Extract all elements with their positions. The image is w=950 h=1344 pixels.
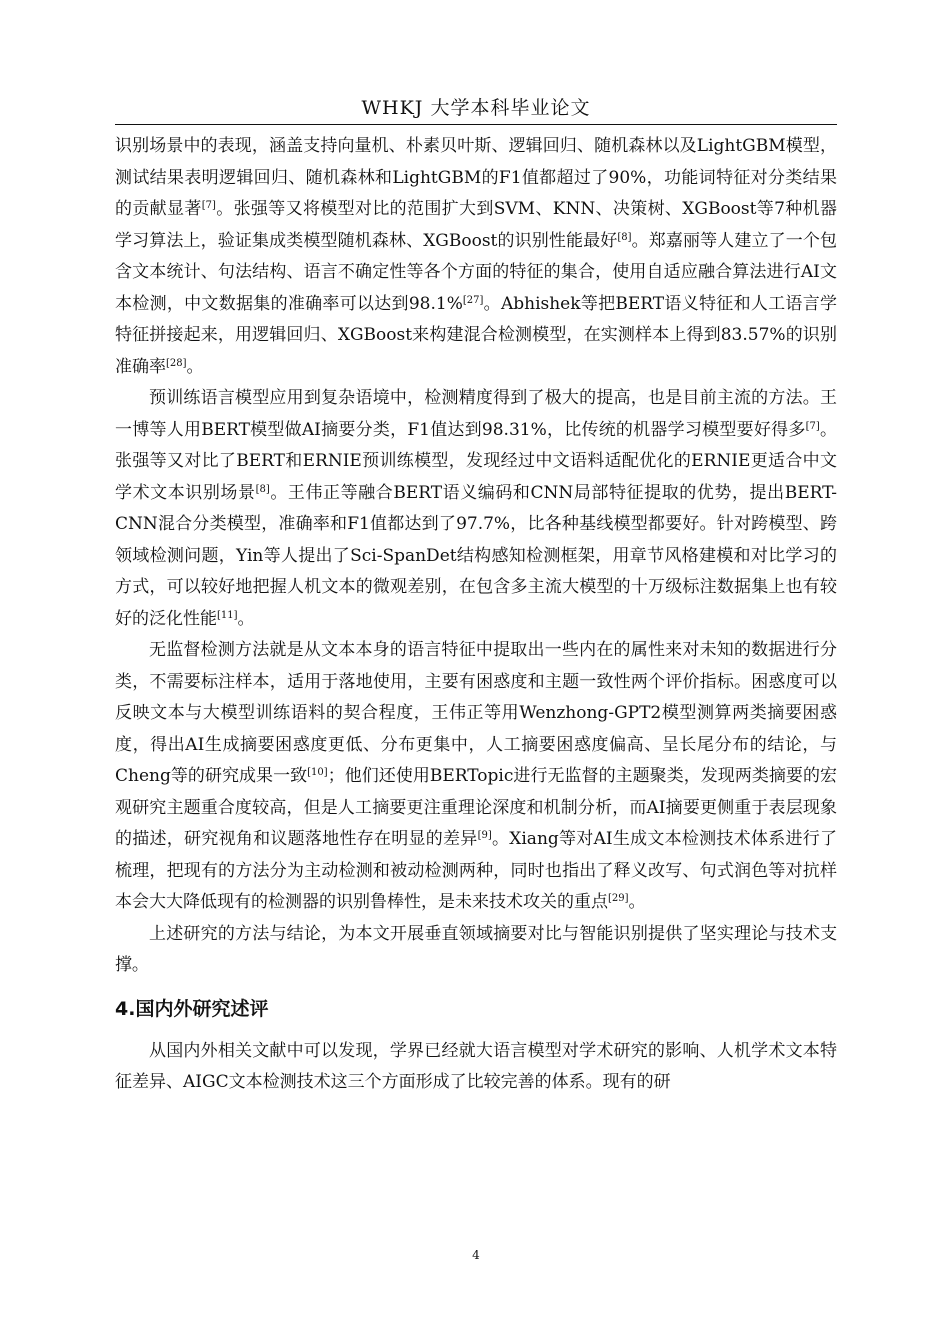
paragraph-text: 。张强等又对比了BERT和ERNIE预训练模型，发现经过中文语料适配优化的ERNIE更适合中文学术文本识别场景 [115,419,838,503]
paragraph-text: 。 [186,356,204,377]
paragraph-text: ；他们还使用BERTopic进行无监督的主题聚类，发现两类摘要的宏观研究主题重合度较高，但是人工摘要更注重理论深度和机制分析，而AI摘要更侧重于表层现象的描述，研究视角和议题落地性存在明显的差异 [115,766,837,849]
citation: [7] [201,200,216,211]
paragraph-text: 。 [628,892,646,912]
paragraph-2 [115,383,837,635]
paragraph-5 [115,1036,837,1099]
citation: [27] [462,294,484,306]
paragraph-3 [115,635,837,919]
citation: [8] [255,483,270,495]
paragraph-text: 上述研究的方法与结论，为本文开展垂直领域摘要对比与智能识别提供了坚实理论与技术支撑。 [115,923,837,975]
section-heading: 4.国内外研究述评 [115,997,269,1020]
citation: [11] [217,609,238,621]
paragraph-text: 。郑嘉丽等人建立了一个包含文本统计、句法结构、语言不确定性等各个方面的特征的集合，使用自适应融合算法进行AI文本检测，中文数据集的准确率可以达到98.1% [115,230,838,314]
paragraph-text: 无监督检测方法就是从文本本身的语言特征中提取出一些内在的属性来对未知的数据进行分类，不需要标注样本，适用于落地使用，主要有困惑度和主题一致性两个评价指标。困惑度可以反映文本与大模型训练语料的契合程度，王伟正等用Wenzhong-GPT2模型测算两类摘要困惑度，得出AI生成摘要困惑度更低、分布更集中，人工摘要困惑度偏高、呈长尾分布的结论，与Cheng等的研究成果一致 [115,640,837,786]
citation: [10] [307,767,328,778]
page-number: 4 [472,1248,480,1262]
citation: [28] [166,357,187,369]
paragraph-text: 识别场景中的表现，涵盖支持向量机、朴素贝叶斯、逻辑回归、随机森林以及LightGBM模型，测试结果表明逻辑回归、随机森林和LightGBM的F1值都超过了90%，功能词特征对分类结果的贡献显著 [115,136,837,219]
paragraph-text: 。王伟正等融合BERT语义编码和CNN局部特征提取的优势，提出BERT-CNN混合分类模型，准确率和F1值都达到了97.7%，比各种基线模型都要好。针对跨模型、跨领域检测问题，Yin等人提出了Sci-SpanDet结构感知检测框架，用章节风格建模和对比学习的方式，可以较好地把握人机文本的微观差别，在包含多主流大模型的十万级标注数据集上也有较好的泛化性能 [115,482,837,629]
header-divider [115,124,837,125]
paragraph-text: 。 [237,608,255,629]
paragraph-text: 。张强等又将模型对比的范围扩大到SVM、KNN、决策树、XGBoost等7种机器学习算法上，验证集成类模型随机森林、XGBoost的识别性能最好 [115,199,837,251]
paragraph-text: 。Abhishek等把BERT语义特征和人工语言学特征拼接起来，用逻辑回归、XGBoost来构建混合检测模型，在实测样本上得到83.57%的识别准确率 [115,293,837,377]
paragraph-text: 。Xiang等对AI生成文本检测技术体系进行了梳理，把现有的方法分为主动检测和被动检测两种，同时也指出了释义改写、句式润色等对抗样本会大大降低现有的检测器的识别鲁棒性，是未来技术攻关的重点 [115,829,837,912]
page-header: WHKJ 大学本科毕业论文 [361,97,591,119]
paragraph-4 [115,919,837,982]
paragraph-1 [115,131,837,383]
citation: [9] [477,830,492,841]
citation: [8] [617,231,632,243]
citation: [29] [608,893,629,904]
paragraph-text: 从国内外相关文献中可以发现，学界已经就大语言模型对学术研究的影响、人机学术文本特征差异、AIGC文本检测技术这三个方面形成了比较完善的体系。现有的研 [115,1040,837,1092]
paragraph-text: 预训练语言模型应用到复杂语境中，检测精度得到了极大的提高，也是目前主流的方法。王一博等人用BERT模型做AI摘要分类，F1值达到98.31%，比传统的机器学习模型要好得多 [115,388,837,440]
document-body [115,131,837,1099]
citation: [7] [805,420,820,432]
